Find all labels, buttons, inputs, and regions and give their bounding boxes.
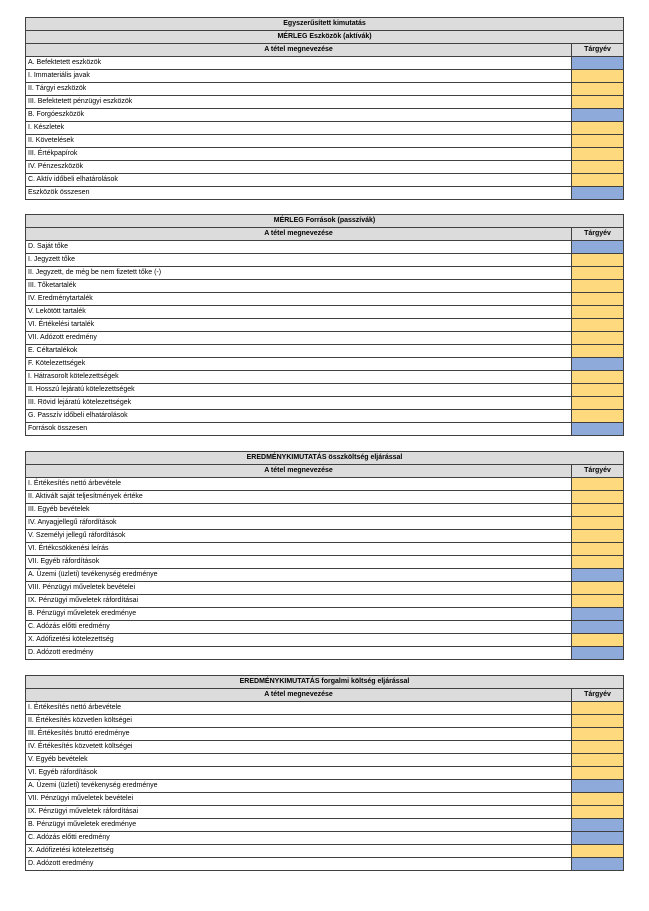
value-input-cell[interactable] [572,741,624,754]
table-row [26,845,624,858]
item-label-cell[interactable]: C. Adózás előtti eredmény [26,621,572,634]
value-input-cell[interactable] [572,608,624,621]
value-input-cell[interactable] [572,280,624,293]
item-label-cell[interactable]: III. Befektetett pénzügyi eszközök [26,96,572,109]
value-input-cell[interactable] [572,109,624,122]
value-input-cell[interactable] [572,70,624,83]
value-input-cell[interactable] [572,332,624,345]
column-header-row [26,465,624,478]
item-label-cell[interactable]: III. Értékesítés bruttó eredménye [26,728,572,741]
item-label-cell[interactable]: Eszközök összesen [26,187,572,200]
table-row [26,306,624,319]
item-label-cell[interactable]: X. Adófizetési kötelezettség [26,634,572,647]
value-input-cell[interactable] [572,767,624,780]
value-input-cell[interactable] [572,647,624,660]
table-row [26,187,624,200]
section-title-row [26,31,624,44]
table-row [26,767,624,780]
item-label-cell[interactable]: Források összesen [26,423,572,436]
value-input-cell[interactable] [572,715,624,728]
table-row [26,267,624,280]
value-input-cell[interactable] [572,397,624,410]
table-row [26,819,624,832]
table-row [26,569,624,582]
item-label-cell[interactable]: II. Jegyzett, de még be nem fizetett tőke (-) [26,267,572,280]
table-row [26,109,624,122]
value-input-cell[interactable] [572,267,624,280]
item-label-cell[interactable]: VII. Pénzügyi műveletek bevételei [26,793,572,806]
table-row [26,780,624,793]
item-label-cell[interactable]: A. Üzemi (üzleti) tevékenység eredménye [26,569,572,582]
item-label-cell[interactable]: B. Forgóeszközök [26,109,572,122]
table-row [26,556,624,569]
item-label-cell[interactable]: I. Jegyzett tőke [26,254,572,267]
section-title: EREDMÉNYKIMUTATÁS összköltség eljárással [26,452,624,465]
table-row [26,293,624,306]
table-row [26,358,624,371]
value-input-cell[interactable] [572,530,624,543]
item-label-cell[interactable]: IV. Anyagjellegű ráfordítások [26,517,572,530]
item-label-cell[interactable]: V. Lekötött tartalék [26,306,572,319]
column-header-row [26,689,624,702]
item-label-cell[interactable]: D. Saját tőke [26,241,572,254]
value-input-cell[interactable] [572,319,624,332]
column-header-year: Tárgyév [572,689,624,702]
value-input-cell[interactable] [572,504,624,517]
table-row [26,280,624,293]
item-label-cell[interactable]: F. Kötelezettségek [26,358,572,371]
value-input-cell[interactable] [572,728,624,741]
table-row [26,332,624,345]
balance-liabilities-table [25,214,624,436]
table-row [26,83,624,96]
item-label-cell[interactable]: III. Értékpapírok [26,148,572,161]
item-label-cell[interactable]: II. Tárgyi eszközök [26,83,572,96]
item-label-cell[interactable]: I. Készletek [26,122,572,135]
item-label-cell[interactable]: I. Immateriális javak [26,70,572,83]
table-row [26,491,624,504]
table-row [26,582,624,595]
value-input-cell[interactable] [572,254,624,267]
value-input-cell[interactable] [572,410,624,423]
value-input-cell[interactable] [572,384,624,397]
value-input-cell[interactable] [572,83,624,96]
value-input-cell[interactable] [572,478,624,491]
column-header-year: Tárgyév [572,44,624,57]
value-input-cell[interactable] [572,595,624,608]
value-input-cell[interactable] [572,148,624,161]
table-row [26,70,624,83]
section-title-row [26,676,624,689]
table-row [26,741,624,754]
section-title: MÉRLEG Eszközök (aktívák) [26,31,624,44]
item-label-cell[interactable]: V. Személyi jellegű ráfordítások [26,530,572,543]
item-label-cell[interactable]: C. Aktív időbeli elhatárolások [26,174,572,187]
column-header-item: A tétel megnevezése [26,44,572,57]
value-input-cell[interactable] [572,517,624,530]
table-row [26,715,624,728]
value-input-cell[interactable] [572,241,624,254]
income-sales-cost-table [25,675,624,871]
item-label-cell[interactable]: VI. Egyéb ráfordítások [26,767,572,780]
column-header-year: Tárgyév [572,465,624,478]
value-input-cell[interactable] [572,371,624,384]
column-header-item: A tétel megnevezése [26,689,572,702]
doc-title: Egyszerűsített kimutatás [26,18,624,31]
table-row [26,832,624,845]
value-input-cell[interactable] [572,793,624,806]
item-label-cell[interactable]: A. Befektetett eszközök [26,57,572,70]
doc-title-row [26,18,624,31]
column-header-year: Tárgyév [572,228,624,241]
table-row [26,621,624,634]
table-row [26,634,624,647]
item-label-cell[interactable]: III. Rövid lejáratú kötelezettségek [26,397,572,410]
item-label-cell[interactable]: VI. Értékelési tartalék [26,319,572,332]
item-label-cell[interactable]: VI. Értékcsökkenési leírás [26,543,572,556]
table-row [26,423,624,436]
table-row [26,397,624,410]
balance-assets-table [25,17,624,200]
table-row [26,702,624,715]
value-input-cell[interactable] [572,621,624,634]
item-label-cell[interactable]: IX. Pénzügyi műveletek ráfordításai [26,806,572,819]
table-row [26,161,624,174]
value-input-cell[interactable] [572,780,624,793]
value-input-cell[interactable] [572,358,624,371]
table-row [26,57,624,70]
table-row [26,241,624,254]
item-label-cell[interactable]: V. Egyéb bevételek [26,754,572,767]
value-input-cell[interactable] [572,702,624,715]
section-title-row [26,215,624,228]
table-row [26,754,624,767]
table-row [26,254,624,267]
item-label-cell[interactable]: IV. Értékesítés közvetett költségei [26,741,572,754]
item-label-cell[interactable]: C. Adózás előtti eredmény [26,832,572,845]
section-spacer [25,436,623,451]
value-input-cell[interactable] [572,57,624,70]
table-row [26,371,624,384]
section-title: EREDMÉNYKIMUTATÁS forgalmi költség eljárással [26,676,624,689]
value-input-cell[interactable] [572,806,624,819]
value-input-cell[interactable] [572,345,624,358]
item-label-cell[interactable]: I. Értékesítés nettó árbevétele [26,478,572,491]
value-input-cell[interactable] [572,556,624,569]
value-input-cell[interactable] [572,582,624,595]
value-input-cell[interactable] [572,491,624,504]
table-row [26,319,624,332]
table-row [26,806,624,819]
value-input-cell[interactable] [572,174,624,187]
item-label-cell[interactable]: II. Követelések [26,135,572,148]
table-row [26,122,624,135]
spreadsheet-page [25,17,623,871]
item-label-cell[interactable]: IV. Eredménytartalék [26,293,572,306]
value-input-cell[interactable] [572,569,624,582]
table-row [26,174,624,187]
value-input-cell[interactable] [572,858,624,871]
column-header-row [26,228,624,241]
value-input-cell[interactable] [572,161,624,174]
table-row [26,410,624,423]
item-label-cell[interactable]: X. Adófizetési kötelezettség [26,845,572,858]
income-total-cost-table [25,451,624,660]
value-input-cell[interactable] [572,423,624,436]
value-input-cell[interactable] [572,293,624,306]
table-row [26,345,624,358]
item-label-cell[interactable]: A. Üzemi (üzleti) tevékenység eredménye [26,780,572,793]
item-label-cell[interactable]: G. Passzív időbeli elhatárolások [26,410,572,423]
item-label-cell[interactable]: IX. Pénzügyi műveletek ráfordításai [26,595,572,608]
table-row [26,135,624,148]
item-label-cell[interactable]: VIII. Pénzügyi műveletek bevételei [26,582,572,595]
table-row [26,595,624,608]
column-header-item: A tétel megnevezése [26,465,572,478]
item-label-cell[interactable]: III. Egyéb bevételek [26,504,572,517]
table-row [26,148,624,161]
table-row [26,530,624,543]
table-row [26,478,624,491]
item-label-cell[interactable]: III. Tőketartalék [26,280,572,293]
item-label-cell[interactable]: D. Adózott eredmény [26,858,572,871]
table-row [26,608,624,621]
item-label-cell[interactable]: VII. Egyéb ráfordítások [26,556,572,569]
item-label-cell[interactable]: B. Pénzügyi műveletek eredménye [26,608,572,621]
value-input-cell[interactable] [572,187,624,200]
section-spacer [25,200,623,214]
item-label-cell[interactable]: II. Hosszú lejáratú kötelezettségek [26,384,572,397]
table-row [26,384,624,397]
section-title-row [26,452,624,465]
item-label-cell[interactable]: E. Céltartalékok [26,345,572,358]
table-row [26,793,624,806]
value-input-cell[interactable] [572,122,624,135]
section-spacer [25,660,623,675]
item-label-cell[interactable]: I. Értékesítés nettó árbevétele [26,702,572,715]
value-input-cell[interactable] [572,306,624,319]
value-input-cell[interactable] [572,96,624,109]
value-input-cell[interactable] [572,832,624,845]
item-label-cell[interactable]: IV. Pénzeszközök [26,161,572,174]
item-label-cell[interactable]: D. Adózott eredmény [26,647,572,660]
column-header-row [26,44,624,57]
value-input-cell[interactable] [572,135,624,148]
item-label-cell[interactable]: B. Pénzügyi műveletek eredménye [26,819,572,832]
value-input-cell[interactable] [572,634,624,647]
item-label-cell[interactable]: II. Értékesítés közvetlen költségei [26,715,572,728]
column-header-item: A tétel megnevezése [26,228,572,241]
table-row [26,504,624,517]
table-row [26,728,624,741]
value-input-cell[interactable] [572,754,624,767]
table-row [26,647,624,660]
table-row [26,96,624,109]
value-input-cell[interactable] [572,845,624,858]
item-label-cell[interactable]: I. Hátrasorolt kötelezettségek [26,371,572,384]
table-row [26,517,624,530]
table-row [26,543,624,556]
section-title: MÉRLEG Források (passzívák) [26,215,624,228]
value-input-cell[interactable] [572,819,624,832]
value-input-cell[interactable] [572,543,624,556]
item-label-cell[interactable]: VII. Adózott eredmény [26,332,572,345]
table-row [26,858,624,871]
item-label-cell[interactable]: II. Aktivált saját teljesítmények értéke [26,491,572,504]
